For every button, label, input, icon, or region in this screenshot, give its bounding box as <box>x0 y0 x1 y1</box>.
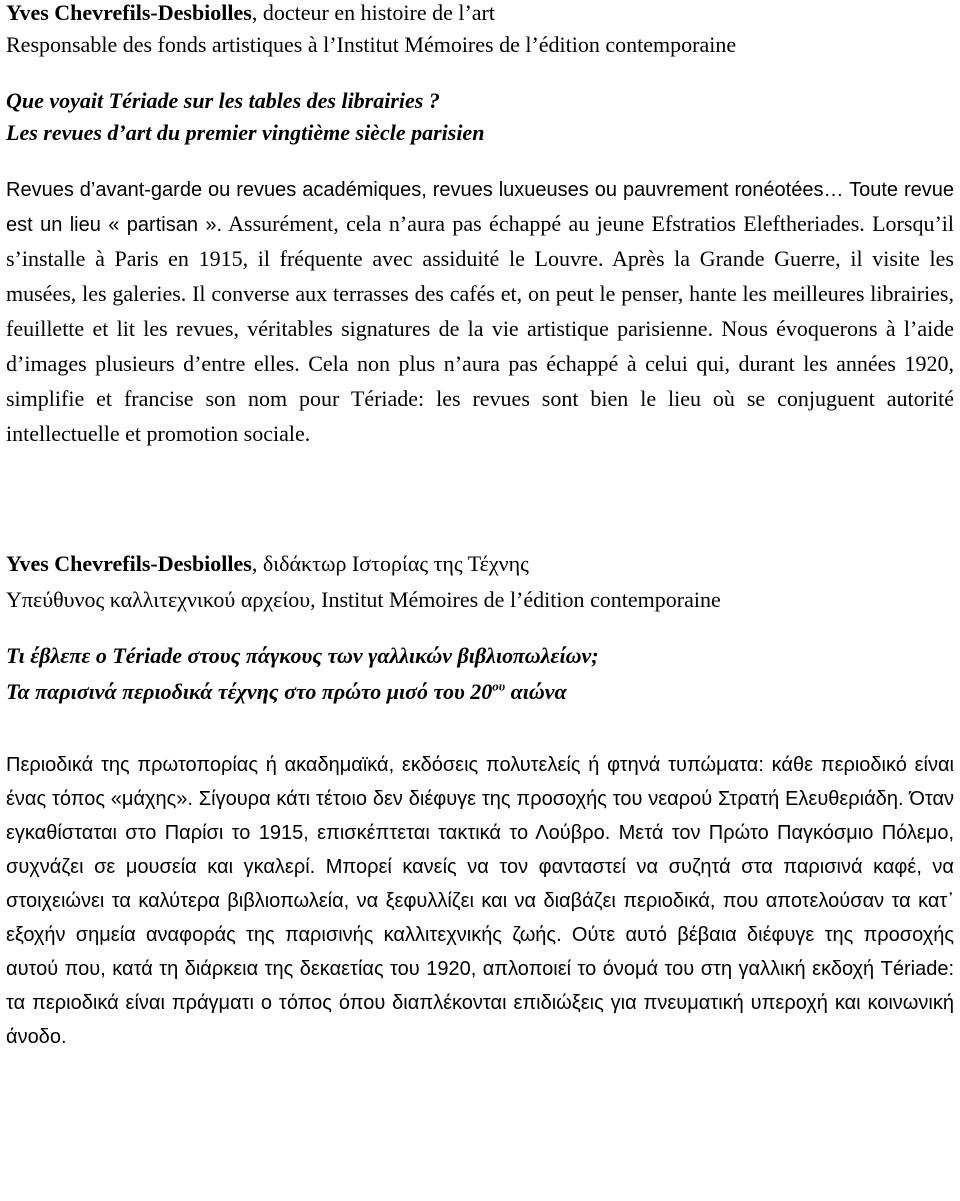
body-paragraph-fr <box>6 173 954 452</box>
title-line2-gr-main: Τα παρισινά περιοδικά τέχνης στο πρώτο μισό του 20 <box>6 679 493 704</box>
title-line2-gr-sup: ου <box>492 678 506 694</box>
title-line1-fr: Que voyait Tériade sur les tables des librairies ? <box>6 88 440 113</box>
document-page <box>6 0 954 1054</box>
author-role-gr: , διδάκτωρ Ιστορίας της Τέχνης <box>251 551 529 576</box>
title-line2-gr <box>6 676 954 708</box>
author-line-fr <box>6 0 954 29</box>
author-role-fr: , docteur en histoire de l’art <box>251 0 495 25</box>
title-line2-fr: Les revues d’art du premier vingtième siècle parisien <box>6 120 485 145</box>
author-name-fr: Yves Chevrefils-Desbiolles <box>6 0 252 25</box>
responsibility-fr: Responsable des fonds artistiques à l’Institut Mémoires de l’édition contemporaine <box>6 32 737 57</box>
responsibility-gr: Υπεύθυνος καλλιτεχνικού αρχείου, Institut Mémoires de l’édition contemporaine <box>6 587 721 612</box>
body-paragraph-gr: Περιοδικά της πρωτοπορίας ή ακαδημαϊκά, εκδόσεις πολυτελείς ή φτηνά τυπώματα: κάθε περιοδικό είναι ένας τόπος «μάχης». Σίγουρα κάτι τέτοιο δεν διέφυγε της προσοχής του νεαρού Στρατή Ελευθεριάδη. Όταν εγκαθίσταται στο Παρίσι το 1915, επισκέπτεται τακτικά το Λούβρο. Μετά τον Πρώτο Παγκόσμιο Πόλεμο, συχνάζει σε μουσεία και γκαλερί. Μπορεί κανείς να τον φανταστεί να συζητά στα παρισινά καφέ, να στοιχειώνει τα καλύτερα βιβλιοπωλεία, να ξεφυλλίζει και να διαβάζει περιοδικά, που αποτελούσαν τα κατ᾽ εξοχήν σημεία αναφοράς της παρισινής καλλιτεχνικής ζωής. Ούτε αυτό βέβαια διέφυγε της προσοχής αυτού που, κατά τη διάρκεια της δεκαετίας του 1920, απλοποιεί το όνομά του στη γαλλική εκδοχή Tériade: τα περιοδικά είναι πράγματι ο τόπος όπου διαπλέκονται επιδιώξεις για πνευματική υπεροχή και κοινωνική άνοδο. <box>6 754 954 1048</box>
author-name-gr: Yves Chevrefils-Desbiolles <box>6 551 252 576</box>
title-line1-gr: Τι έβλεπε ο Tériade στους πάγκους των γαλλικών βιβλιοπωλείων; <box>6 643 599 668</box>
title-line2-gr-end: αιώνα <box>505 679 567 704</box>
body-fr-part1: Revues d’avant-garde ou revues académiques, revues luxueuses ou pauvrement ronéotées… Toute revue est un lieu « partisan ». <box>6 179 954 236</box>
body-fr-part2: Assurément, cela n’aura pas échappé au jeune Efstratios Eleftheriades. Lorsqu’il s’installe à Paris en 1915, il fréquente avec assiduité le Louvre. Après la Grande Guerre, il visite les musées, les galeries. Il converse aux terrasses des cafés et, on peut le penser, hante les meilleures librairies, feuillette et lit les revues, véritables signatures de la vie artistique parisienne. Nous évoquerons à l’aide d’images plusieurs d’entre elles. Cela non plus n’aura pas échappé à celui qui, durant les années 1920, simplifie et francise son nom pour Tériade: les revues sont bien le lieu où se conjuguent autorité intellectuelle et promotion sociale. <box>6 211 954 446</box>
author-line-gr <box>6 548 954 580</box>
